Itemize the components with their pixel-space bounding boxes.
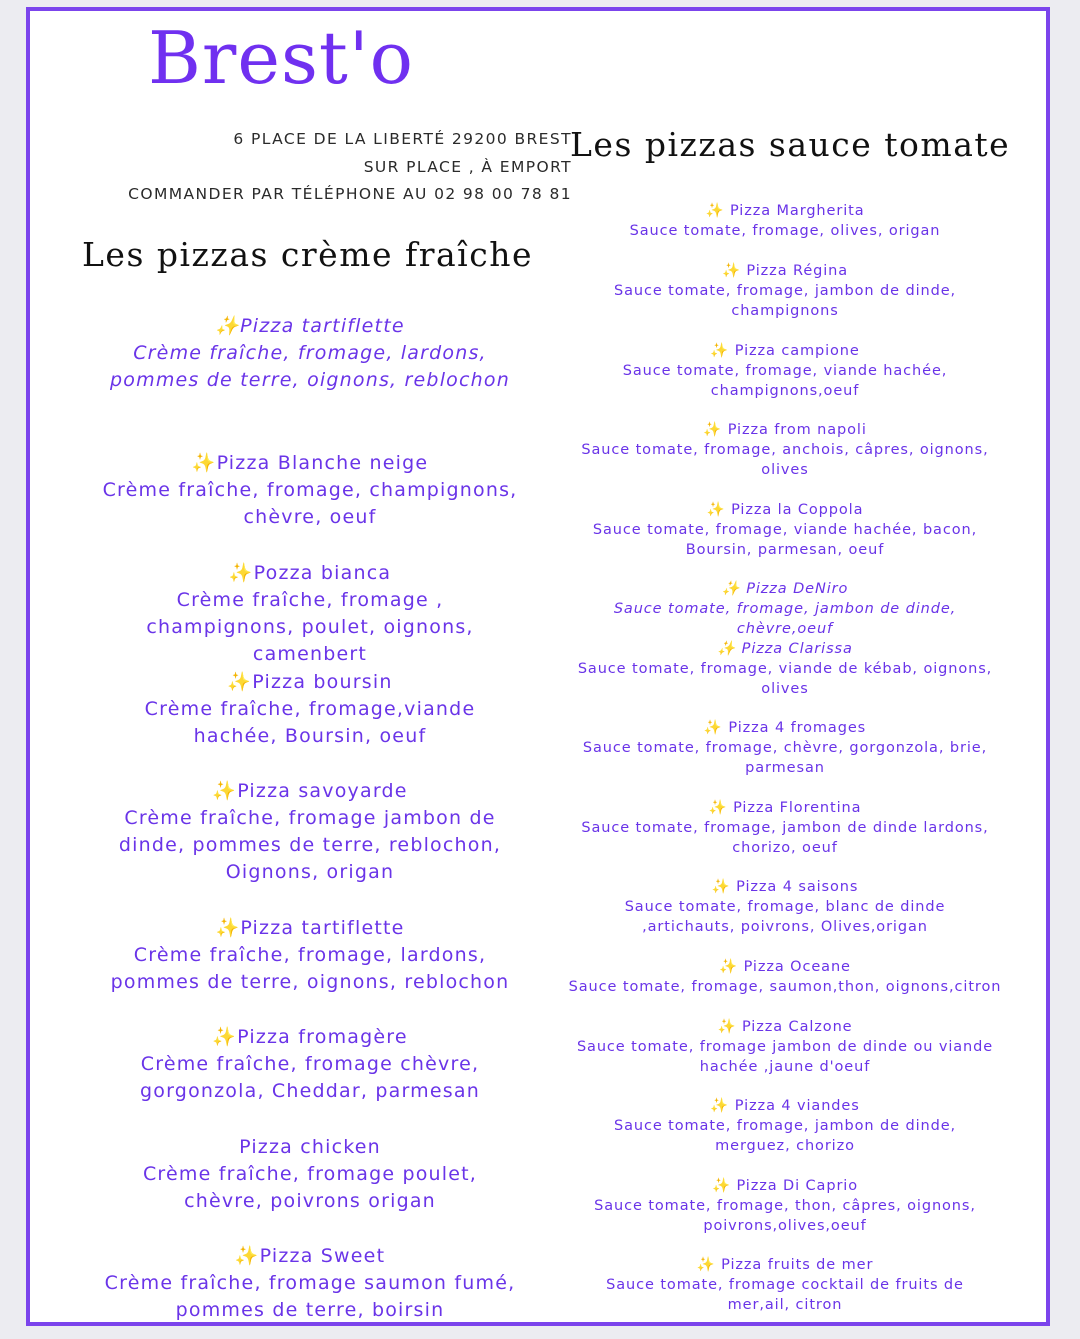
tomate-heading: Les pizzas sauce tomate: [570, 125, 1011, 164]
item-name: ✨ Pizza Margherita: [705, 203, 865, 219]
item-description: Sauce tomate, fromage, viande hachée, bacon, Boursin, parmesan, oeuf: [592, 522, 978, 558]
sparkle-icon: ✨: [711, 1178, 731, 1194]
sparkle-icon: ✨: [708, 800, 728, 816]
sparkle-icon: ✨: [215, 315, 241, 337]
item-name: ✨ Pizza Florentina: [708, 800, 862, 816]
menu-item: [100, 1134, 520, 1215]
menu-item: [576, 341, 994, 401]
item-name: Pizza chicken: [239, 1136, 381, 1158]
item-name: ✨Pizza tartiflette: [215, 315, 405, 337]
item-name: ✨ Pizza campione: [710, 343, 860, 359]
menu-item: [576, 718, 994, 778]
menu-item: [576, 261, 994, 321]
item-name: ✨ Pizza Oceane: [719, 959, 851, 975]
menu-item: [576, 1255, 994, 1315]
sparkle-icon: ✨: [228, 562, 254, 584]
item-name: ✨Pizza Sweet: [234, 1245, 386, 1267]
sparkle-icon: ✨: [721, 581, 741, 597]
sparkle-icon: ✨: [215, 917, 241, 939]
menu-item: [100, 560, 520, 668]
item-description: Crème fraîche, fromage , champignons, poulet, oignons, camenbert: [146, 589, 474, 665]
menu-item: [100, 669, 520, 750]
item-description: Sauce tomate, fromage, viande hachée, champignons,oeuf: [622, 363, 948, 399]
menu-item: [576, 500, 994, 560]
sparkle-icon: ✨: [710, 1098, 730, 1114]
menu-item: [576, 1017, 994, 1077]
menu-item: [576, 1176, 994, 1236]
menu-item: [100, 313, 520, 394]
sparkle-icon: ✨: [696, 1257, 716, 1273]
item-name: ✨ Pizza Calzone: [717, 1019, 853, 1035]
menu-item: [564, 957, 1006, 997]
menu-item: [576, 639, 994, 699]
item-name: ✨Pizza Blanche neige: [191, 452, 429, 474]
sparkle-icon: ✨: [234, 1245, 260, 1267]
item-description: Crème fraîche, fromage jambon de dinde, pommes de terre, reblochon, Oignons, origan: [118, 807, 502, 883]
menu-item: [576, 579, 994, 639]
item-name: ✨ Pizza 4 viandes: [710, 1098, 860, 1114]
sparkle-icon: ✨: [717, 1019, 737, 1035]
item-description: Sauce tomate, fromage jambon de dinde ou viande hachée ,jaune d'oeuf: [576, 1039, 994, 1075]
item-name: ✨ Pizza from napoli: [703, 422, 867, 438]
sparkle-icon: ✨: [711, 879, 731, 895]
item-description: Sauce tomate, fromage, jambon de dinde, champignons: [613, 283, 957, 319]
sparkle-icon: ✨: [703, 720, 723, 736]
item-description: Crème fraîche, fromage, lardons, pommes de terre, oignons, reblochon: [110, 944, 510, 993]
item-name: ✨ Pizza 4 saisons: [711, 879, 859, 895]
item-name: ✨Pizza savoyarde: [212, 780, 408, 802]
service-line: SUR PLACE , À EMPORT: [363, 158, 572, 176]
address-line: 6 PLACE DE LA LIBERTÉ 29200 BREST: [233, 130, 572, 148]
item-name: ✨ Pizza la Coppola: [706, 502, 864, 518]
item-description: Sauce tomate, fromage, saumon,thon, oignons,citron: [568, 979, 1002, 995]
menu-item: [576, 1096, 994, 1156]
sparkle-icon: ✨: [719, 959, 739, 975]
item-description: Sauce tomate, fromage, blanc de dinde ,artichauts, poivrons, Olives,origan: [624, 899, 946, 935]
menu-item: [576, 420, 994, 480]
item-name: ✨ Pizza DeNiro: [721, 581, 849, 597]
item-name: ✨ Pizza 4 fromages: [703, 720, 867, 736]
item-description: Sauce tomate, fromage, thon, câpres, oignons, poivrons,olives,oeuf: [594, 1198, 976, 1234]
item-description: Sauce tomate, fromage, olives, origan: [629, 223, 941, 239]
item-description: Crème fraîche, fromage, champignons, chèvre, oeuf: [102, 479, 518, 528]
item-description: Sauce tomate, fromage, viande de kébab, oignons, olives: [577, 661, 993, 697]
item-description: Crème fraîche, fromage saumon fumé, pommes de terre, boirsin: [104, 1272, 516, 1321]
menu-item: [576, 877, 994, 937]
menu-item: [576, 798, 994, 858]
sparkle-icon: ✨: [706, 502, 726, 518]
menu-item: [100, 915, 520, 996]
brand-title: Brest'o: [148, 16, 414, 100]
menu-item: [576, 201, 994, 241]
item-name: ✨ Pizza fruits de mer: [696, 1257, 874, 1273]
sparkle-icon: ✨: [717, 641, 737, 657]
item-name: ✨ Pizza Di Caprio: [711, 1178, 859, 1194]
sparkle-icon: ✨: [212, 1026, 238, 1048]
item-description: Crème fraîche, fromage chèvre, gorgonzola, Cheddar, parmesan: [140, 1053, 480, 1102]
menu-item: [100, 450, 520, 531]
item-name: ✨Pizza boursin: [227, 671, 393, 693]
item-description: Sauce tomate, fromage, jambon de dinde lardons, chorizo, oeuf: [581, 820, 989, 856]
item-name: ✨ Pizza Clarissa: [717, 641, 853, 657]
menu-item: [100, 778, 520, 886]
sparkle-icon: ✨: [705, 203, 725, 219]
menu-item: [100, 1243, 520, 1324]
item-name: ✨ Pizza Régina: [721, 263, 849, 279]
item-name: ✨Pizza fromagère: [212, 1026, 408, 1048]
sparkle-icon: ✨: [703, 422, 723, 438]
menu-item: [100, 1024, 520, 1105]
item-description: Crème fraîche, fromage,viande hachée, Boursin, oeuf: [144, 698, 476, 747]
sparkle-icon: ✨: [227, 671, 253, 693]
sparkle-icon: ✨: [212, 780, 238, 802]
item-description: Crème fraîche, fromage, lardons, pommes de terre, oignons, reblochon: [110, 342, 510, 391]
item-name: ✨Pozza bianca: [228, 562, 392, 584]
phone-line: COMMANDER PAR TÉLÉPHONE AU 02 98 00 78 81: [128, 185, 572, 203]
item-description: Sauce tomate, fromage cocktail de fruits de mer,ail, citron: [606, 1277, 964, 1313]
sparkle-icon: ✨: [721, 263, 741, 279]
item-description: Sauce tomate, fromage, jambon de dinde, chèvre,oeuf: [613, 601, 957, 637]
creme-heading: Les pizzas crème fraîche: [82, 235, 533, 274]
sparkle-icon: ✨: [710, 343, 730, 359]
item-description: Sauce tomate, fromage, jambon de dinde, merguez, chorizo: [613, 1118, 957, 1154]
item-description: Crème fraîche, fromage poulet, chèvre, poivrons origan: [142, 1163, 478, 1212]
item-name: ✨Pizza tartiflette: [215, 917, 405, 939]
sparkle-icon: ✨: [191, 452, 217, 474]
item-description: Sauce tomate, fromage, anchois, câpres, oignons, olives: [581, 442, 989, 478]
item-description: Sauce tomate, fromage, chèvre, gorgonzola, brie, parmesan: [582, 740, 988, 776]
